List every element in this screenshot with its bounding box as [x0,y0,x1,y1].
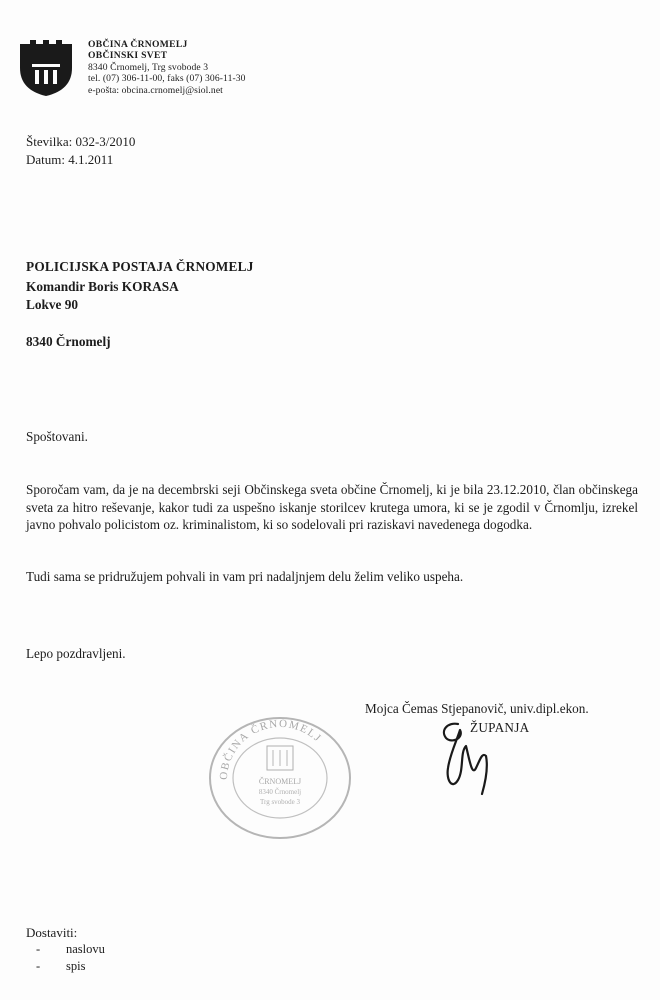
stamp-inner-line: 8340 Črnomelj [258,788,302,796]
stamp-ring-text: OBČINA ČRNOMELJ [217,717,324,781]
closing-line: Lepo pozdravljeni. [26,646,126,661]
distribution-label: Dostaviti: [26,925,78,940]
document-date: Datum: 4.1.2011 [26,152,114,167]
distribution-item: - naslovu [36,942,105,956]
letterhead-address: 8340 Črnomelj, Trg svobode 3 [88,61,209,73]
letterhead [88,39,246,96]
recipient-city: 8340 Črnomelj [26,334,111,349]
letterhead-council: OBČINSKI SVET [88,50,168,62]
distribution-item-label: spis [66,959,86,973]
distribution-item: - spis [36,959,86,973]
signatory-name: Mojca Čemas Stjepanovič, univ.dipl.ekon. [365,701,589,716]
official-stamp [205,712,355,840]
body-paragraph: Sporočam vam, da je na decembrski seji Občinskega sveta občine Črnomelj, ki je bila 23.12.2010, član občinskega sveta za hitro reševanje, kakor tudi za uspešno iskanje storilcev krutega umora, ki se je zgodil v Črnomlju, izrekel javno pohvalo policistom oz. kriminalistom, ki so sodelovali pri raziskavi navedenega dogodka. [26,482,638,532]
municipal-crest-icon [18,40,74,98]
body-paragraph: Tudi sama se pridružujem pohvali in vam pri nadaljnjem delu želim veliko uspeha. [26,569,464,584]
recipient-organisation: POLICIJSKA POSTAJA ČRNOMELJ [26,259,254,274]
recipient-person: Komandir Boris KORASA [26,279,179,294]
signatory-title: ŽUPANJA [470,720,530,735]
document-number: Številka: 032-3/2010 [26,134,136,149]
stamp-inner-line: Trg svobode 3 [259,798,301,806]
salutation: Spoštovani. [26,429,88,444]
stamp-inner-line: ČRNOMELJ [258,777,302,786]
distribution-item-label: naslovu [66,942,105,956]
letterhead-phone: tel. (07) 306-11-00, faks (07) 306-11-30 [88,73,246,85]
recipient-street: Lokve 90 [26,297,79,312]
letterhead-municipality: OBČINA ČRNOMELJ [88,39,188,50]
letterhead-email: e-pošta: obcina.crnomelj@siol.net [88,84,223,96]
